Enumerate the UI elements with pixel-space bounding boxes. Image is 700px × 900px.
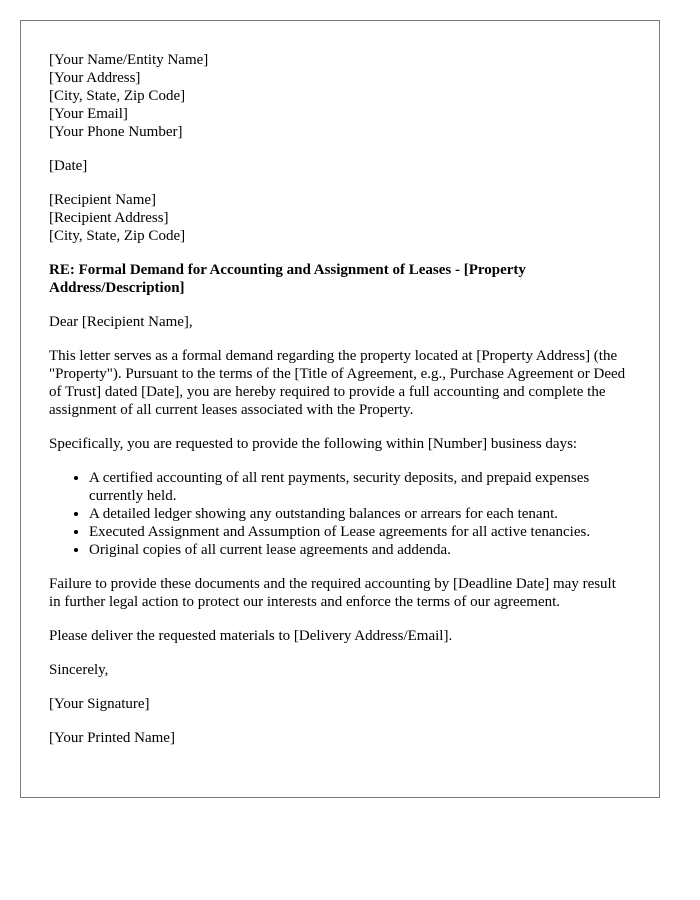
list-item: • Executed Assignment and Assumption of Lease agreements for all active tenancies.	[89, 523, 631, 541]
recipient-block	[49, 191, 631, 245]
salutation: Dear [Recipient Name],	[49, 314, 193, 330]
warning-paragraph: Failure to provide these documents and the required accounting by [Deadline Date] may result in further legal action to protect our interests and enforce the terms of our agreement.	[49, 576, 616, 610]
requests-list	[49, 469, 631, 559]
subject-line: RE: Formal Demand for Accounting and Assignment of Leases - [Property Address/Description]	[49, 262, 526, 296]
recipient-name: [Recipient Name]	[49, 192, 157, 208]
sender-address: [Your Address]	[49, 70, 141, 86]
letter-date: [Date]	[49, 158, 88, 174]
request-lead-paragraph: Specifically, you are requested to provide the following within [Number] business days:	[49, 436, 578, 452]
recipient-city-state-zip: [City, State, Zip Code]	[49, 228, 186, 244]
recipient-address: [Recipient Address]	[49, 210, 169, 226]
list-item: • A certified accounting of all rent payments, security deposits, and prepaid expenses currently held.	[89, 469, 631, 505]
delivery-paragraph: Please deliver the requested materials to [Delivery Address/Email].	[49, 628, 453, 644]
letter-page	[20, 20, 660, 798]
list-item: • A detailed ledger showing any outstanding balances or arrears for each tenant.	[89, 505, 631, 523]
printed-name: [Your Printed Name]	[49, 730, 175, 746]
sender-phone: [Your Phone Number]	[49, 124, 183, 140]
intro-paragraph: This letter serves as a formal demand regarding the property located at [Property Address] (the "Property"). Pursuant to the terms of the [Title of Agreement, e.g., Purchase Agreement or Deed of Trust] dated [Date], you are hereby required to provide a full accounting and complete the assignment of all current leases associated with the Property.	[49, 348, 626, 418]
signature: [Your Signature]	[49, 696, 150, 712]
sender-block	[49, 51, 631, 141]
sender-email: [Your Email]	[49, 106, 128, 122]
sender-name: [Your Name/Entity Name]	[49, 52, 209, 68]
closing: Sincerely,	[49, 662, 109, 678]
sender-city-state-zip: [City, State, Zip Code]	[49, 88, 186, 104]
list-item: • Original copies of all current lease agreements and addenda.	[89, 541, 631, 559]
